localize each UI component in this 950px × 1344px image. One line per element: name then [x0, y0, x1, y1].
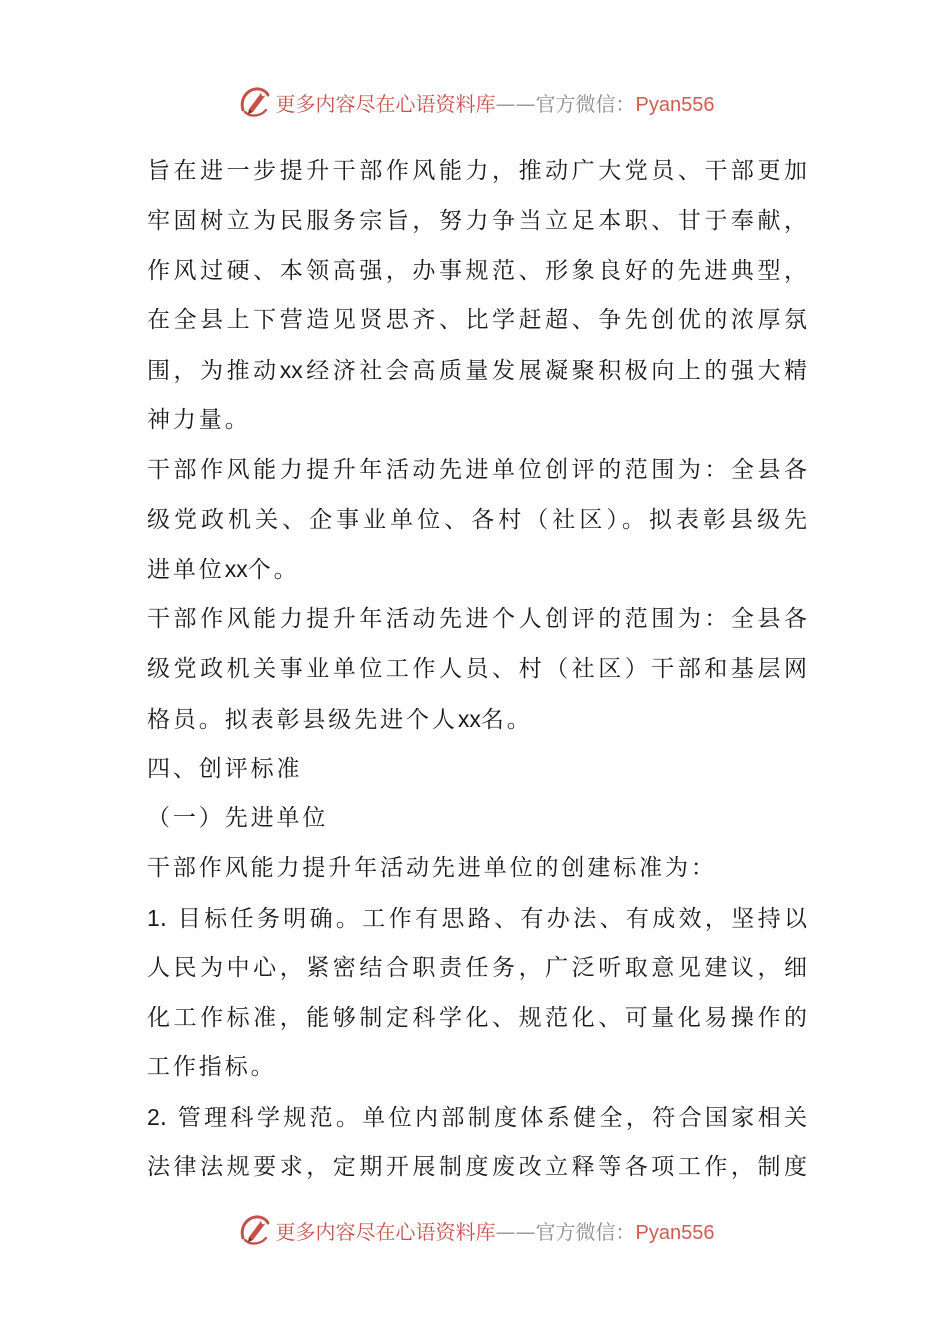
body-line: 干部作风能力提升年活动先进单位创评的范围为：全县各: [147, 456, 807, 483]
document-body: [147, 147, 807, 1193]
section-heading: 四、创评标准: [147, 755, 303, 782]
watermark-label: 官方微信：: [535, 1219, 636, 1244]
list-item-line: [147, 894, 807, 944]
watermark-label: 官方微信：: [535, 91, 636, 116]
list-item-line: [147, 1093, 807, 1143]
body-line: 级党政机关、企事业单位、各村（社区）。拟表彰县级先: [147, 506, 807, 533]
text-run: 进单位: [147, 557, 225, 584]
body-line: 级党政机关事业单位工作人员、村（社区）干部和基层网: [147, 655, 807, 682]
text-run: 个。: [247, 557, 300, 584]
watermark-handle: Pyan556: [635, 93, 715, 116]
placeholder-xx: xx: [224, 556, 248, 583]
list-number: 1: [147, 904, 160, 931]
pen-logo-icon: [236, 1212, 272, 1248]
text-run: 围，为推动: [147, 358, 280, 385]
pen-logo-icon: [236, 84, 272, 120]
text-run: . 目标任务明确。工作有思路、有办法、有成效，坚持以: [159, 905, 807, 932]
body-line: [147, 545, 807, 595]
watermark-header: [0, 82, 950, 122]
text-run: . 管理科学规范。单位内部制度体系健全，符合国家相关: [159, 1105, 807, 1132]
body-line: 作风过硬、本领高强，办事规范、形象良好的先进典型，: [147, 257, 807, 284]
body-line: 干部作风能力提升年活动先进单位的创建标准为：: [147, 855, 717, 882]
text-run: 经济社会高质量发展凝聚积极向上的强大精: [302, 358, 807, 385]
list-number: 2: [147, 1104, 160, 1131]
body-line: 牢固树立为民服务宗旨，努力争当立足本职、甘于奉献，: [147, 207, 807, 234]
body-line: 干部作风能力提升年活动先进个人创评的范围为：全县各: [147, 606, 807, 633]
placeholder-xx: xx: [457, 705, 481, 732]
watermark-title: 更多内容尽在心语资料库: [275, 91, 496, 116]
watermark-footer: [0, 1210, 950, 1250]
body-line: [147, 346, 807, 396]
watermark-dash: ——: [495, 1219, 536, 1244]
list-item-line: 人民为中心，紧密结合职责任务，广泛听取意见建议，细: [147, 954, 807, 981]
text-run: 格员。拟表彰县级先进个人: [147, 706, 458, 733]
list-item-line: 化工作标准，能够制定科学化、规范化、可量化易操作的: [147, 1004, 807, 1031]
watermark-dash: ——: [495, 91, 536, 116]
list-item-line: 法律法规要求，定期开展制度废改立释等各项工作，制度: [147, 1153, 807, 1180]
body-line: [147, 695, 807, 745]
watermark-handle: Pyan556: [635, 1221, 715, 1244]
list-item-line: 工作指标。: [147, 1054, 277, 1081]
watermark-title: 更多内容尽在心语资料库: [275, 1219, 496, 1244]
body-line: 旨在进一步提升干部作风能力，推动广大党员、干部更加: [147, 158, 807, 184]
body-line: 在全县上下营造见贤思齐、比学赶超、争先创优的浓厚氛: [147, 307, 807, 334]
text-run: 名。: [480, 706, 533, 733]
subsection-heading: （一）先进单位: [147, 805, 329, 832]
body-line: 神力量。: [147, 406, 251, 433]
placeholder-xx: xx: [279, 357, 303, 384]
